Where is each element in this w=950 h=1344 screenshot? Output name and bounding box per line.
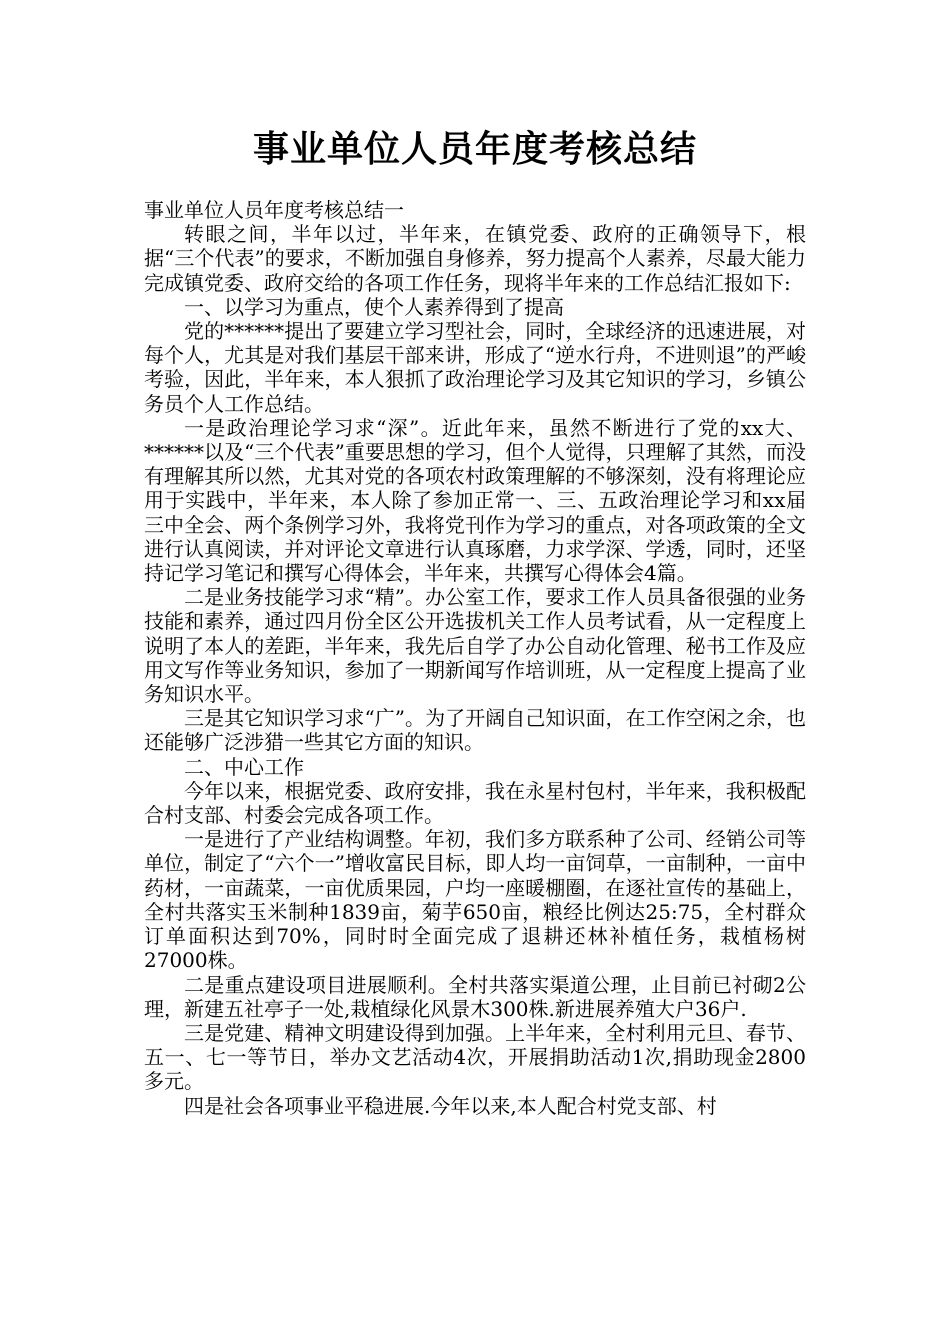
paragraph: 三是其它知识学习求“广”。为了开阔自己知识面，在工作空闲之余，也还能够广泛涉猎一些其它方面的知识。 [144, 706, 806, 755]
paragraph: 转眼之间，半年以过，半年来，在镇党委、政府的正确领导下，根据“三个代表”的要求，不断加强自身修养，努力提高个人素养，尽最大能力完成镇党委、政府交给的各项工作任务，现将半年来的工作总结汇报如下: [144, 222, 806, 295]
paragraph: 一、以学习为重点，使个人素养得到了提高 [184, 294, 564, 319]
page-title: 事业单位人员年度考核总结 [252, 129, 697, 170]
paragraph: 一是政治理论学习求“深”。近此年来，虽然不断进行了党的xx大、******以及“三个代表”重要思想的学习，但个人觉得，只理解了其然，而没有理解其所以然，尤其对党的各项农村政策理解的不够深刻，没有将理论应用于实践中，半年来，本人除了参加正常一、三、五政治理论学习和xx届三中全会、两个条例学习外，我将党刊作为学习的重点，对各项政策的全文进行认真阅读，并对评论文章进行认真琢磨，力求学深、学透，同时，还坚持记学习笔记和撰写心得体会，半年来，共撰写心得体会4篇。 [144, 415, 806, 586]
paragraph: 二是业务技能学习求“精”。办公室工作，要求工作人员具备很强的业务技能和素养，通过四月份全区公开选拔机关工作人员考试看，从一定程度上说明了本人的差距，半年来，我先后自学了办公自动化管理、秘书工作及应用文写作等业务知识，参加了一期新闻写作培训班，从一定程度上提高了业务知识水平。 [144, 585, 806, 707]
document-body [144, 198, 806, 1118]
paragraph: 一是进行了产业结构调整。年初，我们多方联系种了公司、经销公司等单位，制定了“六个一”增收富民目标，即人均一亩饲草，一亩制种，一亩中药材，一亩蔬菜，一亩优质果园，户均一座暖棚圈，在逐社宣传的基础上，全村共落实玉米制种1839亩，菊芋650亩，粮经比例达25:75，全村群众订单面积达到70%，同时时全面完成了退耕还林补植任务，栽植杨树27000株。 [144, 827, 806, 973]
paragraph: 事业单位人员年度考核总结一 [144, 198, 404, 222]
paragraph: 党的******提出了要建立学习型社会，同时，全球经济的迅速进展，对每个人，尤其是对我们基层干部来讲，形成了“逆水行舟，不进则退”的严峻考验，因此，半年来，本人狠抓了政治理论学习及其它知识的学习，乡镇公务员个人工作总结。 [144, 319, 806, 416]
paragraph: 四是社会各项事业平稳进展.今年以来,本人配合村党支部、村 [184, 1093, 717, 1118]
paragraph: 二、中心工作 [184, 754, 304, 779]
paragraph: 三是党建、精神文明建设得到加强。上半年来，全村利用元旦、春节、五一、七一等节日，举办文艺活动4次，开展捐助活动1次,捐助现金2800多元。 [144, 1020, 806, 1094]
paragraph: 今年以来，根据党委、政府安排，我在永星村包村，半年来，我积极配合村支部、村委会完成各项工作。 [144, 778, 806, 828]
paragraph: 二是重点建设项目进展顺利。全村共落实渠道公理，止目前已衬砌2公理，新建五社亭子一处,栽植绿化风景木300株.新进展养殖大户36户. [144, 972, 806, 1021]
